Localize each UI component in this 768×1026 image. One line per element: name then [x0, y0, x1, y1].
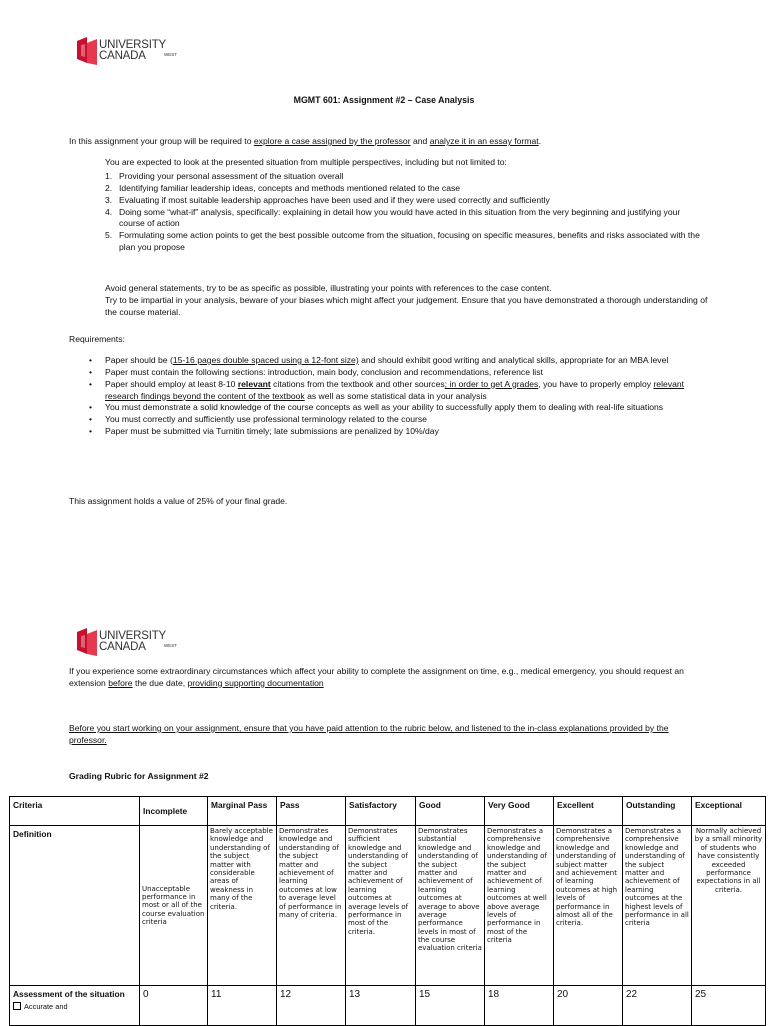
intro-underline-explore: explore a case assigned by the professor — [253, 136, 411, 146]
avoid-text: Avoid general statements, try to be as specific as possible, illustrating your points with references to the case content. Try to be impartial in your analysis, beware of your biases which might affect your judgement. Ensure that you have demonstrated a thorough understanding of the course material. — [105, 283, 708, 317]
university-emblem-icon — [75, 628, 101, 658]
document-title: MGMT 601: Assignment #2 – Case Analysis — [293, 95, 475, 105]
list-item: 4. Doing some “what-if” analysis, specifically: explaining in detail how you would have acted in this situation from the very beginning and justifying your course of action — [105, 206, 681, 229]
list-item: • Paper must contain the following sections: introduction, main body, conclusion and recommendations, reference list — [89, 366, 543, 377]
score-incomplete: 0 — [140, 986, 208, 1026]
list-item: • Paper must be submitted via Turnitin timely; late submissions are penalized by 10%/day — [89, 426, 439, 437]
list-item: • You must demonstrate a solid knowledge of the course concepts as well as your ability to successfully apply them to dealing with real-life situations — [89, 402, 664, 413]
assessment-subitem: Accurate and — [13, 1002, 136, 1012]
intro-underline-analyze: analyze it in an essay format — [429, 136, 539, 146]
table-row — [10, 986, 766, 1026]
checkbox-icon — [13, 1002, 21, 1010]
header-criteria: Criteria — [10, 797, 140, 826]
list-item: 5. Formulating some action points to get the best possible outcome from the situation, focusing on specific measures, benefits and risks associated with the plan you propose — [105, 230, 700, 253]
logo-text-canada: CANADA — [99, 641, 146, 653]
intro-paragraph: In this assignment your group will be required to explore a case assigned by the professor and analyze it in an essay format. — [69, 136, 542, 146]
definition-good: Demonstrates substantial knowledge and understanding of the subject matter and achievement of learning outcomes at average to above average performance levels in most of the course evaluation criteria — [416, 826, 485, 986]
logo-text-university: UNIVERSITY — [99, 39, 167, 51]
table-header-row — [10, 797, 766, 826]
definition-marginal-pass: Barely acceptable knowledge and understanding of the subject matter with considerable areas of weakness in many of the criteria. — [208, 826, 277, 986]
list-item: 1. Providing your personal assessment of the situation overall — [105, 171, 344, 181]
header-incomplete: Incomplete — [140, 797, 208, 826]
header-exceptional: Exceptional — [692, 797, 766, 826]
perspectives-list — [105, 171, 705, 254]
logo-text-west: WEST — [164, 643, 177, 648]
university-logo — [75, 37, 185, 71]
header-marginal-pass: Marginal Pass — [208, 797, 277, 826]
logo-text-canada: CANADA — [99, 50, 146, 62]
definition-very-good: Demonstrates a comprehensive knowledge and understanding of the subject matter and achievement of learning outcomes at well above average levels of performance in most of the criteria — [485, 826, 554, 986]
list-item: • You must correctly and sufficiently use professional terminology related to the course — [89, 414, 427, 425]
requirements-list — [89, 355, 704, 438]
header-outstanding: Outstanding — [623, 797, 692, 826]
list-item: • Paper should employ at least 8-10 relevant citations from the textbook and other sources; in order to get A grades, you have to properly employ relevant research findings beyond the content of the textbook as well as some statistical data in your analysis — [89, 378, 685, 401]
university-logo — [75, 628, 185, 662]
definition-exceptional: Normally achieved by a small minority of students who have consistently exceeded performance expectations in all criteria. — [692, 826, 766, 986]
score-very-good: 18 — [485, 986, 554, 1026]
rubric-title: Grading Rubric for Assignment #2 — [69, 771, 209, 781]
definition-incomplete: Unacceptable performance in most or all of the course evaluation criteria — [140, 826, 208, 986]
grading-rubric-table — [9, 796, 766, 1026]
university-emblem-icon — [75, 37, 101, 67]
list-item: 3. Evaluating if most suitable leadership approaches have been used and if they were used correctly and sufficiently — [105, 194, 550, 205]
requirements-label: Requirements: — [69, 334, 125, 344]
definition-excellent: Demonstrates a comprehensive knowledge and understanding of subject matter and achievement of learning outcomes at high levels of performance in almost all of the criteria. — [554, 826, 623, 986]
score-satisfactory: 13 — [346, 986, 416, 1026]
header-satisfactory: Satisfactory — [346, 797, 416, 826]
list-item: • Paper should be (15-16 pages double spaced using a 12-font size) and should exhibit good writing and analytical skills, appropriate for an MBA level — [89, 355, 669, 365]
before-start-paragraph: Before you start working on your assignment, ensure that you have paid attention to the rubric below, and listened to the in-class explanations provided by the professor. — [69, 723, 669, 745]
score-excellent: 20 — [554, 986, 623, 1026]
score-good: 15 — [416, 986, 485, 1026]
header-good: Good — [416, 797, 485, 826]
score-outstanding: 22 — [623, 986, 692, 1026]
score-exceptional: 25 — [692, 986, 766, 1026]
header-pass: Pass — [277, 797, 346, 826]
table-row — [10, 826, 766, 986]
list-item: 2. Identifying familiar leadership ideas, concepts and methods mentioned related to the case — [105, 182, 461, 193]
header-very-good: Very Good — [485, 797, 554, 826]
assessment-criterion: Assessment of the situation Accurate and — [10, 986, 140, 1026]
definition-label: Definition — [10, 826, 140, 986]
definition-pass: Demonstrates knowledge and understanding of the subject matter and achievement of learning outcomes at low to average level of performance in many of criteria. — [277, 826, 346, 986]
extension-paragraph: If you experience some extraordinary circumstances which affect your ability to complete the assignment on time, e.g., medical emergency, you should request an extension before the due date, providing supporting documentation — [69, 666, 684, 688]
score-marginal-pass: 11 — [208, 986, 277, 1026]
header-excellent: Excellent — [554, 797, 623, 826]
logo-text-university: UNIVERSITY — [99, 630, 167, 642]
score-pass: 12 — [277, 986, 346, 1026]
definition-satisfactory: Demonstrates sufficient knowledge and understanding of the subject matter and achievement of learning outcomes at average levels of performance in most of the criteria. — [346, 826, 416, 986]
value-note: This assignment holds a value of 25% of your final grade. — [69, 496, 288, 506]
logo-text-west: WEST — [164, 52, 177, 57]
expected-text: You are expected to look at the presented situation from multiple perspectives, including but not limited to: — [105, 157, 507, 167]
definition-outstanding: Demonstrates a comprehensive knowledge and understanding of the subject matter and achievement of learning outcomes at the highest levels of performance in all criteria — [623, 826, 692, 986]
